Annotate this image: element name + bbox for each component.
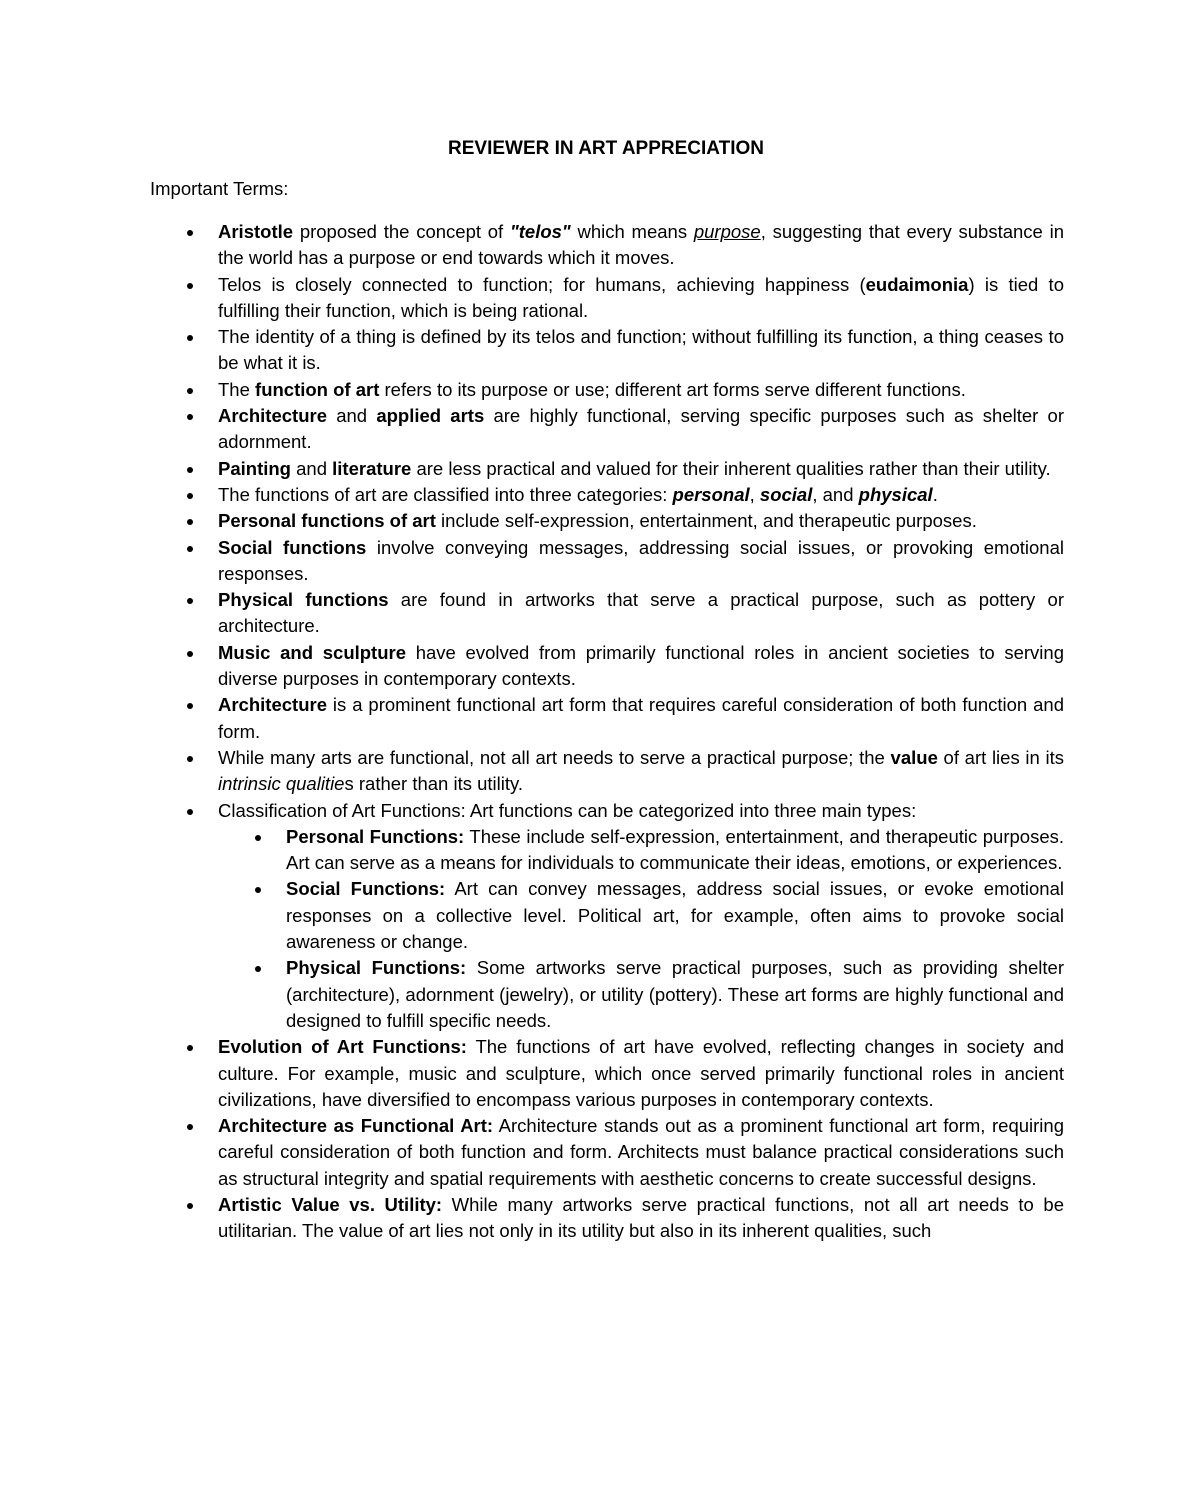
list-item: Painting and literature are less practical and valued for their inherent qualities rather than their utility. bbox=[218, 456, 1064, 482]
bullet-icon bbox=[187, 1045, 193, 1051]
bullet-icon bbox=[255, 966, 261, 972]
bullet-icon bbox=[187, 493, 193, 499]
bullet-icon bbox=[187, 809, 193, 815]
list-item: Architecture is a prominent functional art form that requires careful consideration of both function and form. bbox=[218, 692, 1064, 745]
bullet-icon bbox=[187, 1203, 193, 1209]
list-item: Architecture as Functional Art: Architecture stands out as a prominent functional art form, requiring careful consideration of both function and form. Architects must balance practical considerations such as structural integrity and spatial requirements with aesthetic concerns to create successful designs. bbox=[218, 1113, 1064, 1192]
bullet-icon bbox=[187, 651, 193, 657]
bullet-icon bbox=[187, 335, 193, 341]
bullet-icon bbox=[187, 388, 193, 394]
terms-list bbox=[0, 219, 1200, 1245]
list-item: The function of art refers to its purpose or use; different art forms serve different functions. bbox=[218, 377, 1064, 403]
sub-list-item: Physical Functions: Some artworks serve practical purposes, such as providing shelter (architecture), adornment (jewelry), or utility (pottery). These art forms are highly functional and designed to fulfill specific needs. bbox=[286, 955, 1064, 1034]
list-item: Personal functions of art include self-expression, entertainment, and therapeutic purposes. bbox=[218, 508, 1064, 534]
list-item: Telos is closely connected to function; for humans, achieving happiness (eudaimonia) is tied to fulfilling their function, which is being rational. bbox=[218, 272, 1064, 325]
bullet-icon bbox=[187, 230, 193, 236]
list-item: Architecture and applied arts are highly functional, serving specific purposes such as shelter or adornment. bbox=[218, 403, 1064, 456]
section-label: Important Terms: bbox=[150, 178, 289, 199]
list-item: Aristotle proposed the concept of "telos" which means purpose, suggesting that every substance in the world has a purpose or end towards which it moves. bbox=[218, 219, 1064, 272]
bullet-icon bbox=[187, 756, 193, 762]
bullet-icon bbox=[187, 1124, 193, 1130]
bullet-icon bbox=[187, 414, 193, 420]
list-item: The functions of art are classified into three categories: personal, social, and physical. bbox=[218, 482, 1064, 508]
list-item: Classification of Art Functions: Art functions can be categorized into three main types: Personal Functions: These include self-expression, entertainment, and therapeutic purposes. Art can serve as a means for individuals to communicate their ideas, emotions, or experiences. Social Functions: Art can convey messages, address social issues, or evoke emotional responses on a collective level. Political art, for example, often aims to provoke social awareness or change. Physical Functions: Some artworks serve practical purposes, such as providing shelter (architecture), adornment (jewelry), or utility (pottery). These art forms are highly functional and designed to fulfill specific needs. bbox=[218, 798, 1064, 1035]
bullet-icon bbox=[187, 703, 193, 709]
bullet-icon bbox=[187, 519, 193, 525]
bullet-icon bbox=[255, 887, 261, 893]
list-item: Physical functions are found in artworks that serve a practical purpose, such as pottery or architecture. bbox=[218, 587, 1064, 640]
list-item: Evolution of Art Functions: The functions of art have evolved, reflecting changes in society and culture. For example, music and sculpture, which once served primarily functional roles in ancient civilizations, have diversified to encompass various purposes in contemporary contexts. bbox=[218, 1034, 1064, 1113]
list-item: While many arts are functional, not all art needs to serve a practical purpose; the value of art lies in its intrinsic qualities rather than its utility. bbox=[218, 745, 1064, 798]
bullet-icon bbox=[187, 546, 193, 552]
sub-list-item: Social Functions: Art can convey messages, address social issues, or evoke emotional responses on a collective level. Political art, for example, often aims to provoke social awareness or change. bbox=[286, 876, 1064, 955]
list-item: Social functions involve conveying messages, addressing social issues, or provoking emotional responses. bbox=[218, 535, 1064, 588]
bullet-icon bbox=[187, 467, 193, 473]
bullet-icon bbox=[255, 835, 261, 841]
bullet-icon bbox=[187, 598, 193, 604]
list-item: The identity of a thing is defined by its telos and function; without fulfilling its function, a thing ceases to be what it is. bbox=[218, 324, 1064, 377]
bullet-icon bbox=[187, 283, 193, 289]
list-item: Music and sculpture have evolved from primarily functional roles in ancient societies to serving diverse purposes in contemporary contexts. bbox=[218, 640, 1064, 693]
sub-list bbox=[218, 824, 1064, 1034]
list-item: Artistic Value vs. Utility: While many artworks serve practical functions, not all art needs to be utilitarian. The value of art lies not only in its utility but also in its inherent qualities, such bbox=[218, 1192, 1064, 1245]
document-title: REVIEWER IN ART APPRECIATION bbox=[448, 138, 764, 159]
sub-list-item: Personal Functions: These include self-expression, entertainment, and therapeutic purposes. Art can serve as a means for individuals to communicate their ideas, emotions, or experiences. bbox=[286, 824, 1064, 877]
